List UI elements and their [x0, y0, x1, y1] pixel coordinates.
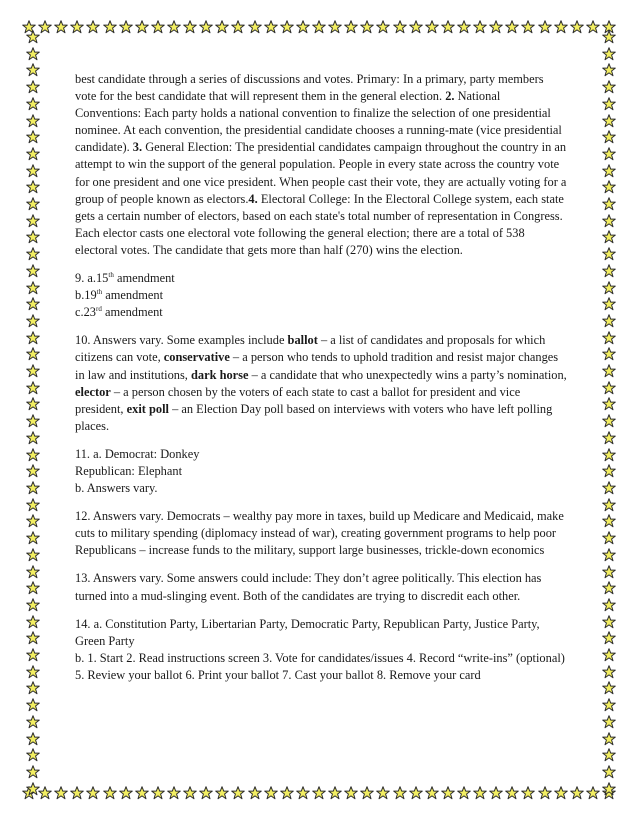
star-icon [26, 180, 40, 194]
star-icon [602, 97, 616, 111]
star-icon [602, 347, 616, 361]
answer-11: 11. a. Democrat: Donkey Republican: Elephant b. Answers vary. [75, 446, 200, 496]
answer-12: 12. Answers vary. Democrats – wealthy pay more in taxes, build up Medicare and Medicaid, make cuts to military spending (diplomacy instead of war), creating government programs to help poor Republicans – increase funds to the military, support large businesses, trickle-down economics [75, 509, 564, 558]
star-icon [602, 414, 616, 428]
star-icon [602, 297, 616, 311]
star-icon [231, 20, 245, 34]
star-icon [26, 414, 40, 428]
star-icon [312, 20, 326, 34]
star-icon [376, 786, 390, 800]
star-icon [26, 397, 40, 411]
star-icon [26, 565, 40, 579]
star-icon [602, 314, 616, 328]
star-icon [26, 364, 40, 378]
star-icon [457, 786, 471, 800]
star-icon [26, 80, 40, 94]
star-icon [505, 786, 519, 800]
star-icon [86, 20, 100, 34]
star-icon [26, 615, 40, 629]
star-icon [312, 786, 326, 800]
star-icon [602, 63, 616, 77]
star-icon [602, 631, 616, 645]
star-icon [199, 20, 213, 34]
star-icon [602, 431, 616, 445]
star-icon [457, 20, 471, 34]
star-icon [602, 681, 616, 695]
star-icon [360, 20, 374, 34]
star-icon [441, 786, 455, 800]
star-icon [167, 20, 181, 34]
star-icon [26, 648, 40, 662]
star-icon [183, 786, 197, 800]
star-icon [538, 786, 552, 800]
star-icon [264, 20, 278, 34]
star-icon [602, 364, 616, 378]
star-icon [602, 397, 616, 411]
star-icon [167, 786, 181, 800]
star-icon [26, 97, 40, 111]
answer-key-text [75, 71, 567, 695]
star-icon [248, 20, 262, 34]
star-icon [602, 665, 616, 679]
answer-14: 14. a. Constitution Party, Libertarian Party, Democratic Party, Republican Party, Justice Party, Green Party b. 1. Start 2. Read instructions screen 3. Vote for candidates/issues 4. Record “write-ins” (optional) 5. Review your ballot 6. Print your ballot 7. Cast your ballot 8. Remove your card [75, 616, 565, 682]
star-icon [26, 531, 40, 545]
star-icon [26, 30, 40, 44]
star-icon [602, 782, 616, 796]
star-icon [26, 765, 40, 779]
star-icon [602, 732, 616, 746]
star-icon [26, 130, 40, 144]
star-icon [602, 498, 616, 512]
star-icon [602, 748, 616, 762]
star-icon [602, 331, 616, 345]
star-icon [602, 514, 616, 528]
star-icon [296, 786, 310, 800]
star-icon [602, 448, 616, 462]
star-icon [602, 114, 616, 128]
star-icon [602, 130, 616, 144]
star-icon [280, 20, 294, 34]
star-icon [554, 20, 568, 34]
star-icon [505, 20, 519, 34]
star-icon [26, 347, 40, 361]
star-icon [119, 786, 133, 800]
star-icon [119, 20, 133, 34]
answer-10: 10. Answers vary. Some examples include ballot – a list of candidates and proposals for which citizens can vote, conservative – a person who tends to uphold tradition and resist major changes in law and institutions, dark horse – a candidate that who unexpectedly wins a party’s nomination, elector – a person chosen by the voters of each state to cast a ballot for president and vice president, exit poll – an Election Day poll based on interviews with voters who have left polling places. [75, 333, 567, 433]
process-paragraph: best candidate through a series of discussions and votes. Primary: In a primary, party members vote for the best candidate that will represent them in the general election. 2. National Conventions: Each party holds a national convention to finalize the selection of one presidential nominee. At each convention, the presidential candidate chooses a running-mate (vice presidential candidate). 3. General Election: The presidential candidates campaign throughout the country in an attempt to win the support of the general population. People in every state across the country vote for one president and one vice president. When people cast their vote, they are actually voting for a group of people known as electors.4. Electoral College: In the Electoral College system, each state gets a certain number of electors, based on each state's total number of representation in Congress. Each elector casts one electoral vote following the general election; there are a total of 538 electoral votes. The candidate that gets more than half (270) wins the election. [75, 72, 567, 257]
star-icon [54, 786, 68, 800]
star-icon [602, 164, 616, 178]
star-icon [602, 648, 616, 662]
star-icon [602, 180, 616, 194]
star-icon [26, 748, 40, 762]
star-icon [26, 548, 40, 562]
star-icon [602, 214, 616, 228]
star-icon [344, 786, 358, 800]
star-icon [26, 732, 40, 746]
star-icon [602, 147, 616, 161]
star-icon [151, 20, 165, 34]
star-icon [26, 448, 40, 462]
star-icon [280, 786, 294, 800]
star-icon [602, 381, 616, 395]
star-icon [26, 481, 40, 495]
star-icon [26, 230, 40, 244]
star-icon [103, 786, 117, 800]
star-icon [409, 786, 423, 800]
star-icon [602, 531, 616, 545]
star-icon [489, 20, 503, 34]
top-star-border [0, 20, 638, 42]
star-icon [135, 786, 149, 800]
star-icon [425, 20, 439, 34]
star-icon [602, 30, 616, 44]
star-icon [602, 765, 616, 779]
star-icon [26, 464, 40, 478]
star-icon [602, 565, 616, 579]
star-icon [441, 20, 455, 34]
star-icon [602, 247, 616, 261]
star-icon [215, 20, 229, 34]
star-icon [521, 20, 535, 34]
star-icon [602, 598, 616, 612]
star-icon [602, 615, 616, 629]
star-icon [26, 665, 40, 679]
star-icon [26, 782, 40, 796]
star-icon [70, 786, 84, 800]
star-icon [26, 281, 40, 295]
star-icon [602, 481, 616, 495]
star-icon [26, 598, 40, 612]
star-icon [26, 114, 40, 128]
star-icon [473, 786, 487, 800]
star-icon [26, 264, 40, 278]
star-icon [26, 631, 40, 645]
star-icon [215, 786, 229, 800]
star-icon [296, 20, 310, 34]
answer-13: 13. Answers vary. Some answers could include: They don’t agree politically. This election has turned into a mud-slinging event. Both of the candidates are trying to discredit each other. [75, 571, 542, 603]
star-icon [409, 20, 423, 34]
star-icon [570, 20, 584, 34]
star-icon [26, 164, 40, 178]
star-icon [602, 281, 616, 295]
star-icon [26, 247, 40, 261]
star-icon [231, 786, 245, 800]
star-icon [248, 786, 262, 800]
star-icon [103, 20, 117, 34]
star-icon [393, 786, 407, 800]
star-icon [26, 381, 40, 395]
star-icon [602, 581, 616, 595]
star-icon [151, 786, 165, 800]
star-icon [473, 20, 487, 34]
star-icon [26, 331, 40, 345]
star-icon [376, 20, 390, 34]
star-icon [554, 786, 568, 800]
star-icon [538, 20, 552, 34]
star-icon [602, 264, 616, 278]
answer-9: 9. a.15th amendment b.19th amendment c.23rd amendment [75, 270, 175, 320]
star-icon [26, 214, 40, 228]
star-icon [602, 464, 616, 478]
star-icon [602, 715, 616, 729]
star-icon [26, 297, 40, 311]
star-icon [86, 786, 100, 800]
right-star-border [598, 30, 620, 796]
star-icon [602, 80, 616, 94]
star-icon [26, 147, 40, 161]
star-icon [26, 431, 40, 445]
star-icon [26, 197, 40, 211]
star-icon [425, 786, 439, 800]
star-icon [328, 786, 342, 800]
star-icon [602, 47, 616, 61]
star-icon [328, 20, 342, 34]
star-icon [183, 20, 197, 34]
star-icon [199, 786, 213, 800]
star-icon [26, 681, 40, 695]
star-icon [344, 20, 358, 34]
star-icon [602, 548, 616, 562]
star-icon [54, 20, 68, 34]
star-icon [26, 314, 40, 328]
star-icon [26, 47, 40, 61]
left-star-border [22, 30, 44, 796]
star-icon [602, 698, 616, 712]
star-icon [26, 514, 40, 528]
star-icon [135, 20, 149, 34]
star-icon [521, 786, 535, 800]
star-icon [26, 715, 40, 729]
star-icon [393, 20, 407, 34]
star-icon [264, 786, 278, 800]
star-icon [26, 63, 40, 77]
star-icon [70, 20, 84, 34]
star-icon [26, 698, 40, 712]
star-icon [489, 786, 503, 800]
bottom-star-border [0, 786, 638, 808]
star-icon [26, 581, 40, 595]
star-icon [26, 498, 40, 512]
star-icon [570, 786, 584, 800]
star-icon [360, 786, 374, 800]
star-icon [602, 197, 616, 211]
star-icon [602, 230, 616, 244]
